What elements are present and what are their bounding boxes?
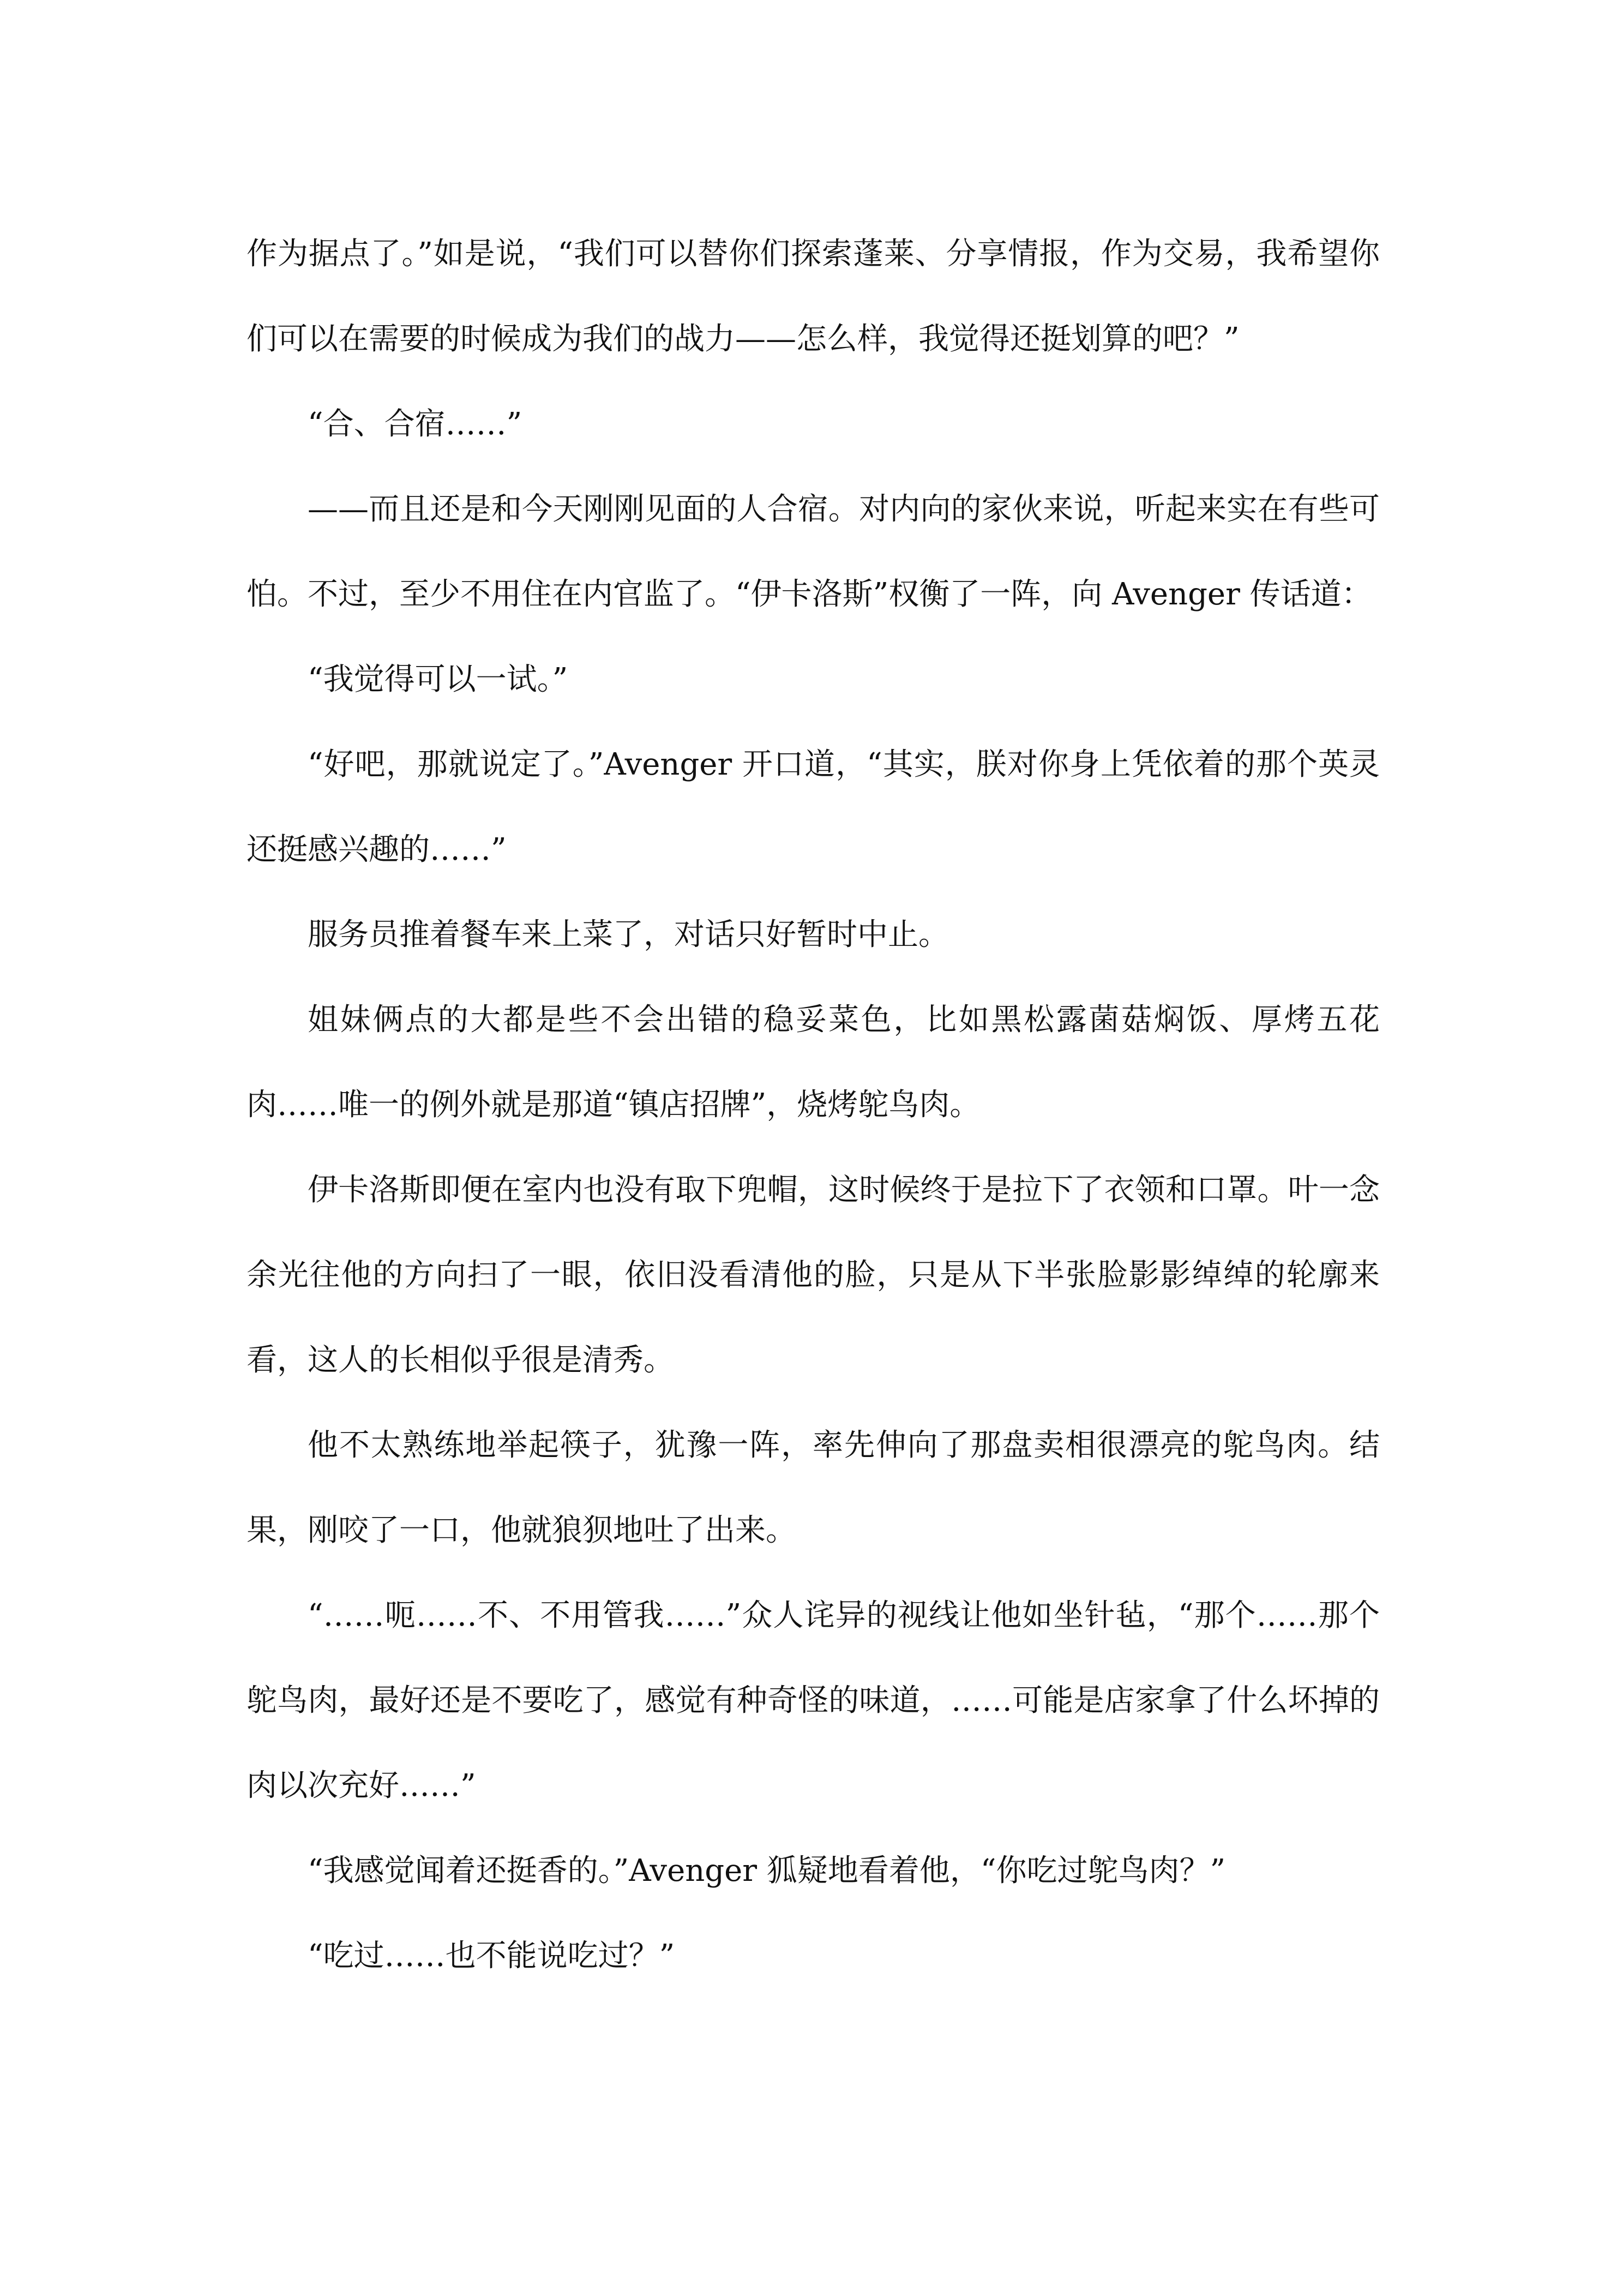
paragraph-11: “我感觉闻着还挺香的。”Avenger 狐疑地看着他，“你吃过鸵鸟肉？” (308, 1853, 1226, 1889)
paragraph-1: 作为据点了。”如是说，“我们可以替你们探索蓬莱、分享情报，作为交易，我希望你们可以在需要的时候成为我们的战力——怎么样，我觉得还挺划算的吧？” (247, 236, 1380, 357)
paragraph-12: “吃过……也不能说吃过？” (308, 1938, 675, 1974)
paragraph-6: 服务员推着餐车来上菜了，对话只好暂时中止。 (308, 917, 949, 952)
paragraph-3: ——而且还是和今天刚刚见面的人合宿。对内向的家伙来说，听起来实在有些可怕。不过，至少不用住在内官监了。“伊卡洛斯”权衡了一阵，向 Avenger 传话道： (247, 491, 1380, 612)
paragraph-5: “好吧，那就说定了。”Avenger 开口道，“其实，朕对你身上凭依着的那个英灵还挺感兴趣的……” (247, 747, 1380, 867)
paragraph-4: “我觉得可以一试。” (308, 662, 568, 697)
body-text (247, 212, 1380, 1999)
paragraph-7: 姐妹俩点的大都是些不会出错的稳妥菜色，比如黑松露菌菇焖饭、厚烤五花肉……唯一的例外就是那道“镇店招牌”，烧烤鸵鸟肉。 (247, 1002, 1380, 1123)
paragraph-10: “……呃……不、不用管我……”众人诧异的视线让他如坐针毡，“那个……那个鸵鸟肉，最好还是不要吃了，感觉有种奇怪的味道，……可能是店家拿了什么坏掉的肉以次充好……” (247, 1598, 1380, 1803)
paragraph-9: 他不太熟练地举起筷子，犹豫一阵，率先伸向了那盘卖相很漂亮的鸵鸟肉。结果，刚咬了一口，他就狼狈地吐了出来。 (247, 1428, 1380, 1548)
paragraph-8: 伊卡洛斯即便在室内也没有取下兜帽，这时候终于是拉下了衣领和口罩。叶一念余光往他的方向扫了一眼，依旧没看清他的脸，只是从下半张脸影影绰绰的轮廓来看，这人的长相似乎很是清秀。 (247, 1172, 1380, 1378)
paragraph-2: “合、合宿……” (308, 406, 522, 442)
